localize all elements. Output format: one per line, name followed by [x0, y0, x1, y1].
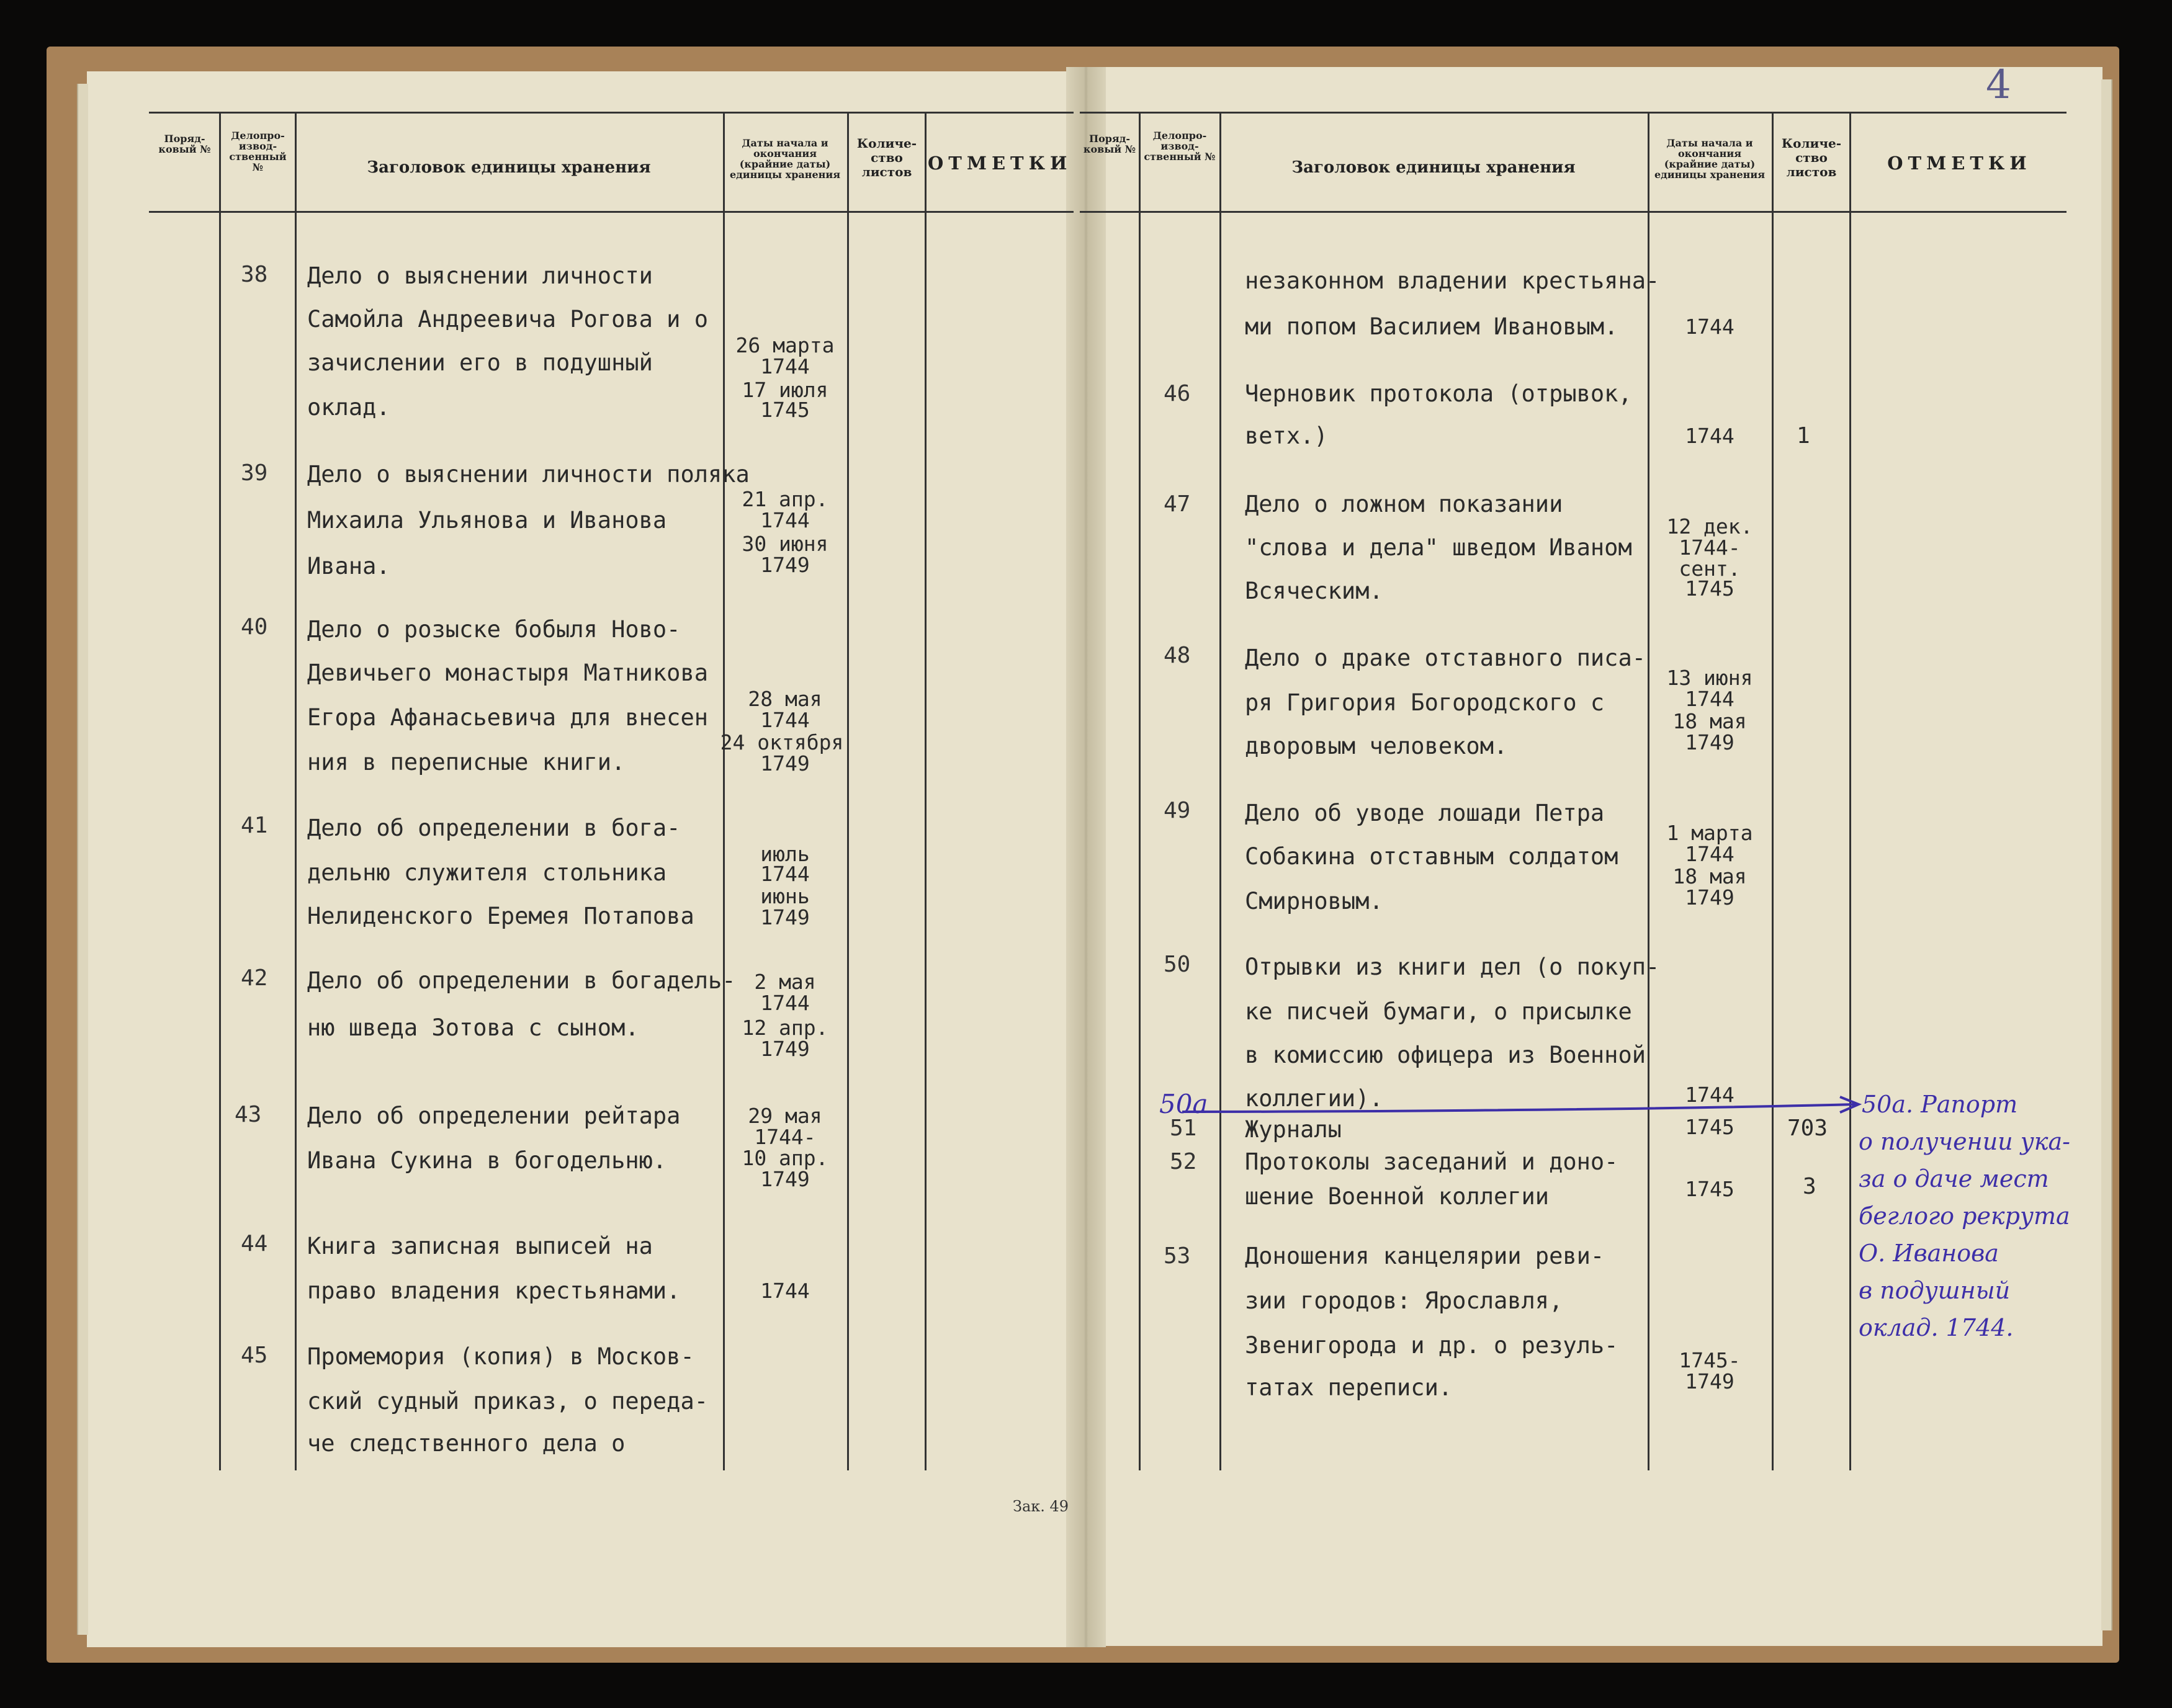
row-number: 43	[235, 1102, 262, 1127]
handwritten-note-line: беглого рекрута	[1859, 1202, 2070, 1230]
row-title-line: ский судный приказ, о переда-	[307, 1388, 709, 1415]
row-number: 41	[241, 813, 268, 838]
right-header-title: Заголовок единицы хранения	[1291, 158, 1576, 177]
row-title-line: Дело об определении в богадель-	[307, 967, 736, 994]
right-header-clerk: Делопро-извод-ственный №	[1144, 130, 1216, 163]
row-title-line: Ивана.	[307, 553, 390, 579]
row-title-line: зии городов: Ярославля,	[1245, 1287, 1563, 1314]
row-sheet-count: 3	[1803, 1174, 1816, 1199]
left-header-marks: ОТМЕТКИ	[928, 153, 1072, 174]
left-header-clerk: Делопро-извод-ственный №	[229, 130, 287, 173]
row-title-line: Смирновым.	[1245, 888, 1383, 914]
row-title-line: ми попом Василием Ивановым.	[1245, 313, 1618, 340]
row-title-line: Дело об определении в бога-	[307, 815, 681, 841]
right-header-order: Поряд-ковый №	[1083, 133, 1136, 155]
row-title-line: Отрывки из книги дел (о покуп-	[1245, 954, 1660, 980]
row-date: 12 апр.	[742, 1016, 828, 1040]
row-title-line: ветх.)	[1245, 423, 1328, 449]
row-date: 1744	[1685, 1083, 1734, 1107]
row-number: 48	[1164, 643, 1191, 668]
row-number: 40	[241, 614, 268, 640]
row-title-line: Девичьего монастыря Матникова	[307, 660, 709, 686]
row-date: 1744	[1685, 424, 1734, 448]
row-title-line: право владения крестьянами.	[307, 1277, 681, 1304]
row-title-line: Черновик протокола (отрывок,	[1245, 380, 1632, 407]
row-title-line: Промемория (копия) в Москов-	[307, 1343, 694, 1370]
row-date: 1744-	[1679, 535, 1741, 560]
row-date: 29 мая	[748, 1104, 822, 1128]
handwritten-note-line: о получении ука-	[1859, 1128, 2070, 1155]
row-date: 2 мая	[754, 970, 816, 994]
print-order-footer: Зак. 49	[1013, 1498, 1069, 1515]
row-date: 1744	[760, 862, 810, 886]
row-date: 1744	[760, 354, 810, 378]
row-date: 1749	[1685, 885, 1734, 910]
row-sheet-count: 1	[1797, 423, 1810, 449]
row-number: 49	[1164, 798, 1191, 823]
handwritten-row-label: 50а	[1159, 1089, 1208, 1119]
row-title-line: Дело об уводе лошади Петра	[1245, 800, 1605, 826]
row-number: 51	[1170, 1116, 1197, 1141]
row-title-line: Звенигорода и др. о резуль-	[1245, 1332, 1618, 1359]
row-date: 18 мая	[1672, 709, 1747, 733]
row-date: 26 марта	[735, 333, 835, 357]
row-date: 21 апр.	[742, 487, 828, 511]
row-number: 39	[241, 460, 268, 486]
row-title-line: шение Военной коллегии	[1245, 1183, 1550, 1210]
row-title-line: Михаила Ульянова и Иванова	[307, 507, 667, 534]
row-number: 50	[1164, 952, 1191, 977]
row-date: 1749	[1685, 730, 1734, 754]
row-title-line: Протоколы заседаний и доно-	[1245, 1148, 1618, 1175]
row-date: 1745-	[1679, 1348, 1741, 1372]
row-date: 1749	[1685, 1369, 1734, 1393]
row-date: 10 апр.	[742, 1146, 828, 1170]
row-date: 1749	[760, 751, 810, 776]
row-title-line: дельню служителя стольника	[307, 859, 667, 886]
row-number: 45	[241, 1343, 268, 1368]
row-date: 1 марта	[1666, 821, 1753, 845]
row-date: 1744	[1685, 687, 1734, 711]
row-date: 1744	[760, 1279, 810, 1303]
row-date: 1744	[760, 708, 810, 732]
row-title-line: Дело об определении рейтара	[307, 1102, 681, 1129]
row-title-line: татах переписи.	[1245, 1374, 1453, 1401]
row-title-line: Собакина отставным солдатом	[1245, 843, 1618, 870]
row-date: 17 июля	[742, 378, 828, 402]
row-title-line: дворовым человеком.	[1245, 733, 1508, 759]
right-header-count: Количе-ство листов	[1781, 136, 1842, 179]
row-title-line: Дело о выяснении личности поляка	[307, 461, 750, 488]
row-date: 24 октября	[720, 730, 844, 754]
row-date: 1744	[760, 991, 810, 1015]
row-title-line: Доношения канцелярии реви-	[1245, 1243, 1605, 1269]
row-number: 52	[1170, 1149, 1197, 1174]
row-title-line: Самойла Андреевича Рогова и о	[307, 306, 709, 333]
row-date: 30 июня	[742, 532, 828, 556]
row-date: сент.	[1679, 557, 1741, 581]
left-header-title: Заголовок единицы хранения	[367, 158, 651, 177]
row-title-line: Журналы	[1245, 1116, 1342, 1143]
row-date: 1744	[1685, 315, 1734, 339]
row-date: 1745	[1685, 1177, 1734, 1201]
row-title-line: Дело о ложном показании	[1245, 491, 1563, 517]
handwritten-note-line: оклад. 1744.	[1859, 1314, 2014, 1341]
row-title-line: че следственного дела о	[307, 1430, 626, 1457]
row-title-line: незаконном владении крестьяна-	[1245, 267, 1660, 294]
row-date: 1744-	[754, 1125, 816, 1149]
row-date: 18 мая	[1672, 864, 1747, 888]
row-date: 1749	[760, 1167, 810, 1191]
row-title-line: ря Григория Богородского с	[1245, 689, 1605, 716]
handwritten-note-line: за о даче мест	[1859, 1165, 2049, 1192]
row-number: 42	[241, 965, 268, 991]
row-title-line: Дело о выяснении личности	[307, 262, 653, 289]
row-date: 1744	[1685, 842, 1734, 866]
row-title-line: Егора Афанасьевича для внесен	[307, 704, 709, 731]
row-date: 1745	[1685, 1115, 1734, 1139]
row-date: 12 дек.	[1666, 514, 1753, 539]
row-date: июль	[760, 842, 810, 866]
row-number: 44	[241, 1231, 268, 1256]
row-title-line: Дело о розыске бобыля Ново-	[307, 616, 681, 643]
handwritten-note-line: 50а. Рапорт	[1862, 1091, 2018, 1118]
handwritten-note-line: в подушный	[1859, 1277, 2011, 1304]
row-title-line: зачислении его в подушный	[307, 349, 653, 376]
row-title-line: Нелиденского Еремея Потапова	[307, 903, 694, 929]
row-date: 1749	[760, 905, 810, 929]
row-title-line: Ивана Сукина в богодельню.	[307, 1147, 667, 1174]
row-number: 46	[1164, 381, 1191, 406]
left-header-dates: Даты начала и окончания (крайние даты) единицы хранения	[729, 137, 841, 181]
page-number: 4	[1986, 62, 2011, 108]
row-title-line: Всяческим.	[1245, 578, 1383, 604]
row-title-line: Дело о драке отставного писа-	[1245, 645, 1646, 671]
row-title-line: "слова и дела" шведом Иваном	[1245, 534, 1632, 561]
row-title-line: оклад.	[307, 394, 390, 421]
row-title-line: Книга записная выписей на	[307, 1233, 653, 1259]
row-title-line: ке писчей бумаги, о присылке	[1245, 998, 1632, 1025]
row-title-line: в комиссию офицера из Военной	[1245, 1042, 1646, 1068]
row-sheet-count: 703	[1787, 1116, 1828, 1141]
row-date: 1745	[1685, 576, 1734, 601]
right-header-marks: ОТМЕТКИ	[1887, 153, 2032, 174]
row-number: 47	[1164, 491, 1191, 517]
row-title-line: ния в переписные книги.	[307, 749, 626, 776]
row-title-line: коллегии).	[1245, 1085, 1383, 1112]
left-header-count: Количе-ство листов	[856, 136, 917, 179]
row-date: 1745	[760, 398, 810, 422]
row-number: 53	[1164, 1243, 1191, 1269]
row-date: 13 июня	[1666, 666, 1753, 690]
row-date: 1749	[760, 1037, 810, 1061]
row-date: 1744	[760, 508, 810, 532]
left-header-order: Поряд-ковый №	[158, 133, 211, 155]
row-date: 1749	[760, 553, 810, 577]
row-date: 28 мая	[748, 687, 822, 711]
right-header-dates: Даты начала и окончания (крайние даты) единицы хранения	[1654, 137, 1766, 181]
row-title-line: ню шведа Зотова с сыном.	[307, 1014, 639, 1041]
handwritten-note-line: О. Иванова	[1859, 1240, 1999, 1267]
row-date: июнь	[760, 884, 810, 908]
row-number: 38	[241, 262, 268, 287]
